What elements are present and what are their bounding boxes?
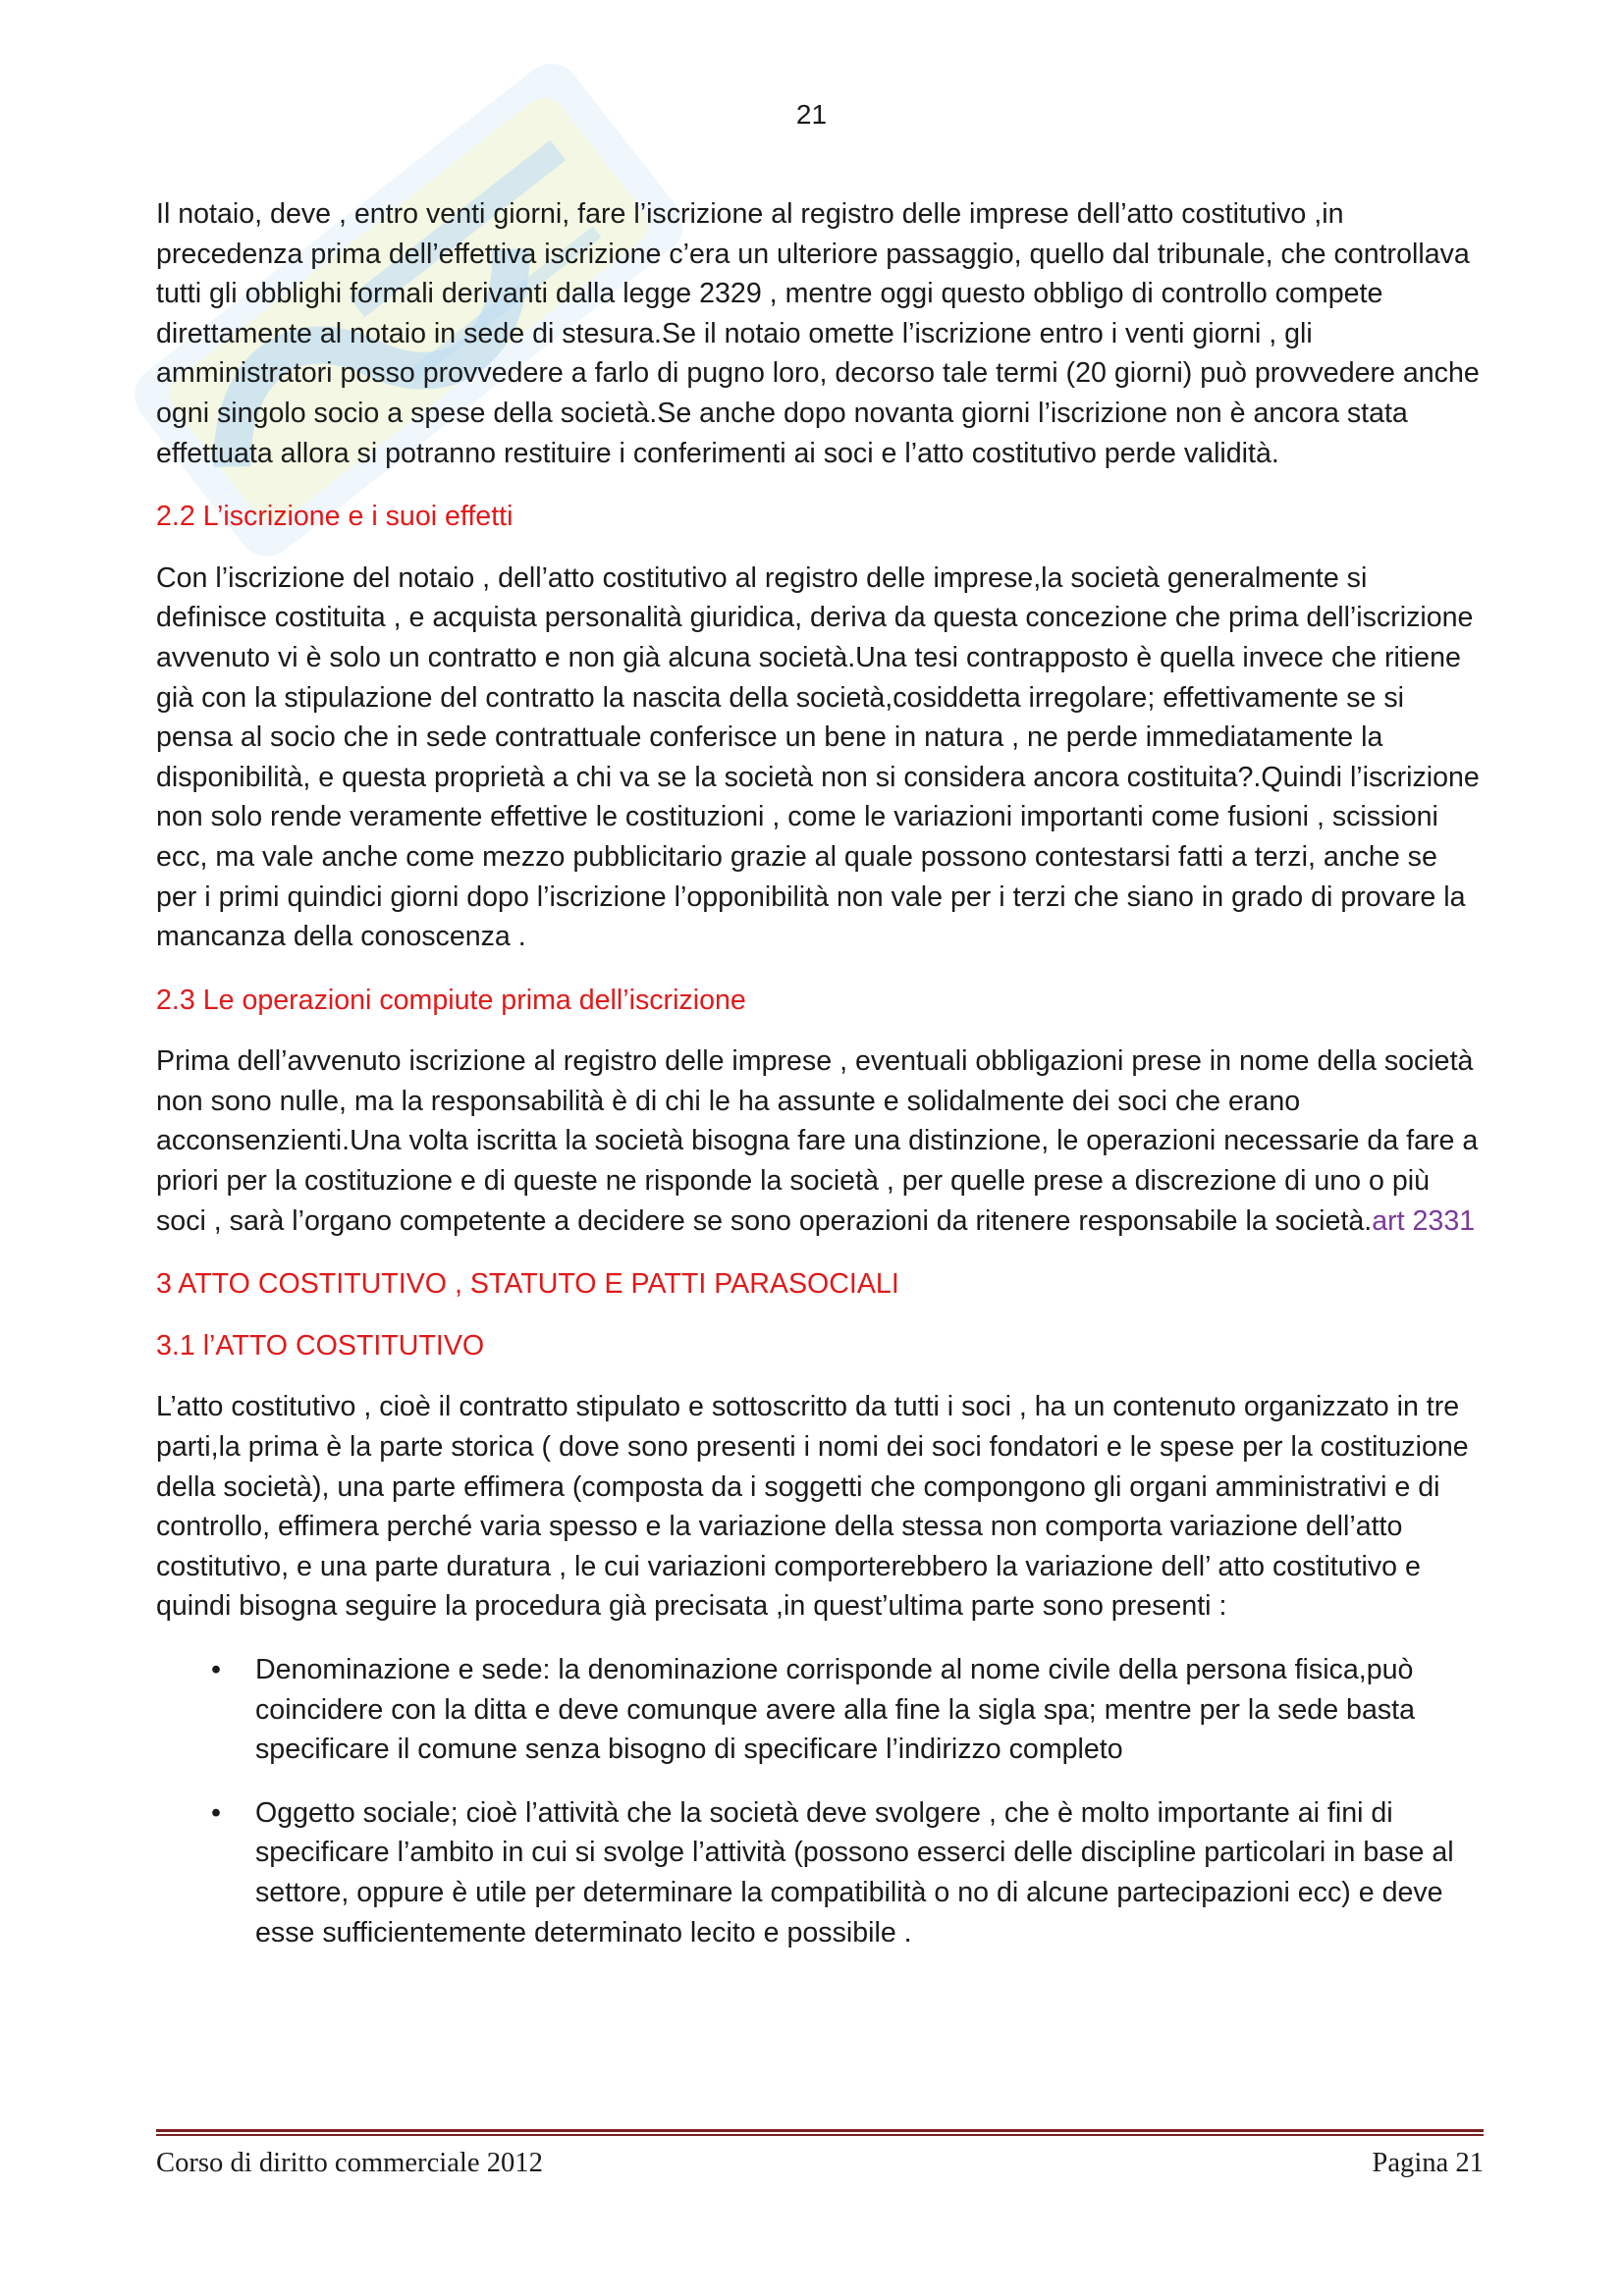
footer-page-label: Pagina 21 xyxy=(1372,2148,1484,2178)
paragraph-iscrizione-notaio: Il notaio, deve , entro venti giorni, fare l’iscrizione al registro delle imprese dell’atto costitutivo ,in precedenza prima dell’effettiva iscrizione c’era un ulteriore passaggio, quello dal tribunale, che controllava tutti gli obblighi formali derivanti dalla legge 2329 , mentre oggi questo obbligo di controllo compete direttamente al notaio in sede di stesura.Se il notaio omette l’iscrizione entro i venti giorni , gli amministratori posso provvedere a farlo di pugno loro, decorso tale termi (20 giorni) può provvedere anche ogni singolo socio a spese della società.Se anche dopo novanta giorni l’iscrizione non è ancora stata effettuata allora si potranno restituire i conferimenti ai soci e l’atto costitutivo perde validità. xyxy=(156,198,1480,469)
bullet-icon: • xyxy=(211,1796,222,1829)
page-number: 21 xyxy=(795,99,828,130)
page-footer xyxy=(156,2146,1484,2181)
article-link[interactable]: art 2331 xyxy=(1372,1204,1476,1237)
heading-2-2: 2.2 L’iscrizione e i suoi effetti xyxy=(156,501,514,533)
heading-2-3: 2.3 Le operazioni compiute prima dell’iscrizione xyxy=(156,984,746,1016)
footer-divider xyxy=(156,2129,1484,2139)
list-item xyxy=(156,1650,1484,1770)
paragraph-iscrizione-effetti: Con l’iscrizione del notaio , dell’atto costitutivo al registro delle imprese,la società generalmente si definisce costituita , e acquista personalità giuridica, deriva da questa concezione che prima dell’iscrizione avvenuto vi è solo un contratto e non già alcuna società.Una tesi contrapposto è quella invece che ritiene già con la stipulazione del contratto la nascita della società,cosiddetta irregolare; effettivamente se si pensa al socio che in sede contrattuale conferisce un bene in natura , ne perde immediatamente la disponibilità, e questa proprietà a chi va se la società non si considera ancora costituita?.Quindi l’iscrizione non solo rende veramente effettive le costituzioni , come le variazioni importanti come fusioni , scissioni ecc, ma vale anche come mezzo pubblicitario grazie al quale possono contestarsi fatti a terzi, anche se per i primi quindici giorni dopo l’iscrizione l’opponibilità non vale per i terzi che siano in grado di provare la mancanza della conoscenza . xyxy=(156,561,1480,953)
paragraph-operazioni-prima xyxy=(156,1041,1484,1241)
heading-3-1: 3.1 l’ATTO COSTITUTIVO xyxy=(156,1329,485,1362)
paragraph-atto-costitutivo: L’atto costitutivo , cioè il contratto stipulato e sottoscritto da tutti i soci , ha un contenuto organizzato in tre parti,la prima è la parte storica ( dove sono presenti i nomi dei soci fondatori e le spese per la costituzione della società), una parte effimera (composta da i soggetti che compongono gli organi amministrativi e di controllo, effimera perché varia spesso e la variazione della stessa non comporta variazione dell’atto costitutivo, e una parte duratura , le cui variazioni comporterebbero la variazione dell’ atto costitutivo e quindi bisogna seguire la procedura già precisata ,in quest’ultima parte sono presenti : xyxy=(156,1391,1469,1623)
list-item-text: Oggetto sociale; cioè l’attività che la società deve svolgere , che è molto importante ai fini di specificare l’ambito in cui si svolge l’attività (possono esserci delle discipline particolari in base al settore, oppure è utile per determinare la compatibilità o no di alcune partecipazioni ecc) e deve esse sufficientemente determinato lecito e possibile . xyxy=(255,1796,1454,1949)
heading-3: 3 ATTO COSTITUTIVO , STATUTO E PATTI PARASOCIALI xyxy=(156,1268,899,1301)
bullet-icon: • xyxy=(211,1654,222,1685)
paragraph-operazioni-text: Prima dell’avvenuto iscrizione al registro delle imprese , eventuali obbligazioni prese in nome della società non sono nulle, ma la responsabilità è di chi le ha assunte e solidalmente dei soci che erano acconsenzienti.Una volta iscritta la società bisogna fare una distinzione, le operazioni necessarie da fare a priori per la costituzione e di queste ne risponde la società , per quelle prese a discrezione di uno o più soci , sarà l’organo competente a decidere se sono operazioni da ritenere responsabile la società. xyxy=(156,1045,1479,1237)
list-item xyxy=(156,1793,1484,1952)
bullet-list xyxy=(156,1650,1484,1952)
page-content xyxy=(156,194,1484,1976)
list-item-text: Denominazione e sede: la denominazione corrisponde al nome civile della persona fisica,può coincidere con la ditta e deve comunque avere alla fine la sigla spa; mentre per la sede basta specificare il comune senza bisogno di specificare l’indirizzo completo xyxy=(255,1654,1415,1766)
footer-course-title: Corso di diritto commerciale 2012 xyxy=(156,2148,543,2178)
